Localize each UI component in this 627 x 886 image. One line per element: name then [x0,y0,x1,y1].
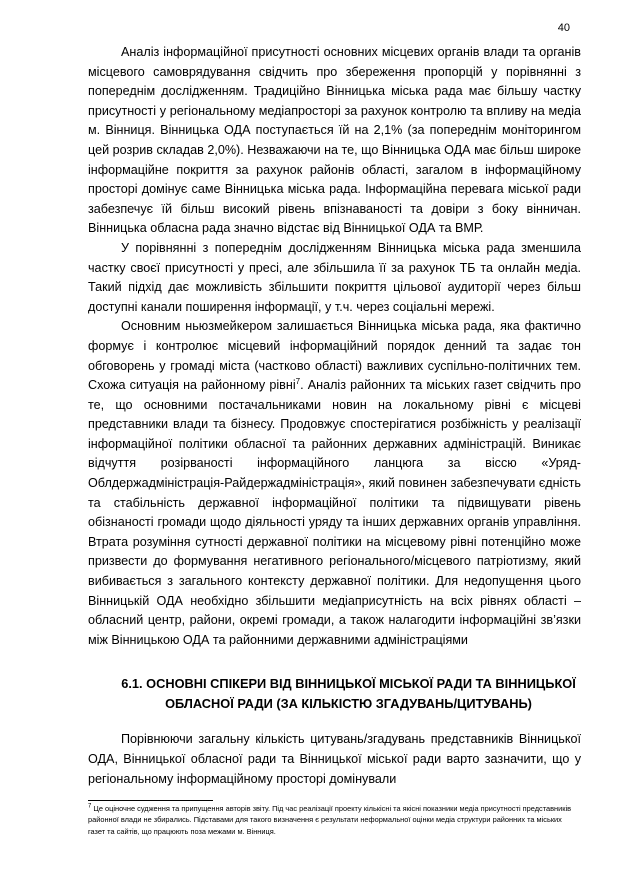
paragraph-2: У порівнянні з попереднім дослідженням Вінницька міська рада зменшила частку своєї присутності у пресі, але збільшила її за рахунок ТБ та онлайн медіа. Такий підхід дає можливість збільшити покриття цільової аудиторії через більш доступні канали поширення інформації, у т.ч. через соціальні мережі. [88,240,581,314]
paragraph-1: Аналіз інформаційної присутності основних місцевих органів влади та органів місцевого самоврядування свідчить про збереження пропорцій у порівнянні з попереднім дослідженням. Традиційно Вінницька міська рада має більшу частку присутності у регіональному медіапросторі за рахунок контролю та впливу на медіа м. Вінниця. Вінницька ОДА поступається їй на 2,1% (за попереднім моніторингом цей розрив складав 2,0%). Незважаючи на те, що Вінницька ОДА має більш широке інформаційне покриття за рахунок районів області, загалом в інформаційному просторі домінує саме Вінницька міська рада. Інформаційна перевага міської ради забезпечує їй більш високий рівень впізнаваності та довіри з боку вінничан. Вінницька обласна рада значно відстає від Вінницької ОДА та ВМР. [88,45,581,236]
footnote-number: 7 [88,803,92,810]
footnote-text: Це оціночне судження та припущення авторів звіту. Під час реалізації проекту кількісні та якісні показники медіа присутності представників районної влади не збирались. Підставами для такого визначення є результати неформальної оцінки медіа структури районних та міських газет та сайтів, що працюють поза межами м. Вінниця. [88,804,572,836]
footnote-reference: 7 [295,376,301,386]
paragraph-3-text-after: . Аналіз районних та міських газет свідчить про те, що основними постачальниками новин на локальному рівні є місцеві представники влади та бізнесу. Продовжує спостерігатися розбіжність у реалізації інформаційної політики обласної та районних державних адміністрацій. Виникає відчуття розірваності інформаційного ланцюга за віссю «Уряд-Облдержадміністрація-Райдержадміністрація», який повинен забезпечувати єдність та стабільність державної інформаційної політики та підвищувати рівень обізнаності громади щодо діяльності уряду та інших державних органів управління. Втрата розуміння сутності державної політики на місцевому рівні потенційно може призвести до формування негативного регіонального/місцевого патріотизму, який вибивається з загального контексту державної політики. Для недопущення цього Вінницькій ОДА необхідно збільшити медіаприсутність на всіх рівнях області – обласний центр, райони, окремі громади, а також налагодити інформаційні зв’язки між Вінницькою ОДА та районними державними адміністраціями [88,378,582,647]
page-number: 40 [557,22,570,34]
paragraph-3-text-before: Основним ньюзмейкером залишається Вінницька міська рада, яка фактично формує і контролює місцевий інформаційний порядок денний та задає тон обговорень у громаді міста (частково області) важливих суспільно-політичних тем. Схожа ситуація на районному рівні [88,319,581,393]
section-heading-line-2: ОБЛАСНОЇ РАДИ (ЗА КІЛЬКІСТЮ ЗГАДУВАНЬ/ЦИТУВАНЬ) [165,696,532,712]
section-heading [88,674,581,714]
paragraph-3 [88,317,581,650]
section-heading-line-1: 6.1. ОСНОВНІ СПІКЕРИ ВІД ВІННИЦЬКОЇ МІСЬКОЇ РАДИ ТА ВІННИЦЬКОЇ [121,676,576,692]
footnote [88,803,581,837]
paragraph-4: Порівнюючи загальну кількість цитувань/згадувань представників Вінницької ОДА, Вінницької обласної ради та Вінницької міської ради варто зазначити, що у регіональному інформаційному просторі домінували [88,732,581,786]
document-body [88,43,581,789]
footnote-separator [88,800,213,801]
